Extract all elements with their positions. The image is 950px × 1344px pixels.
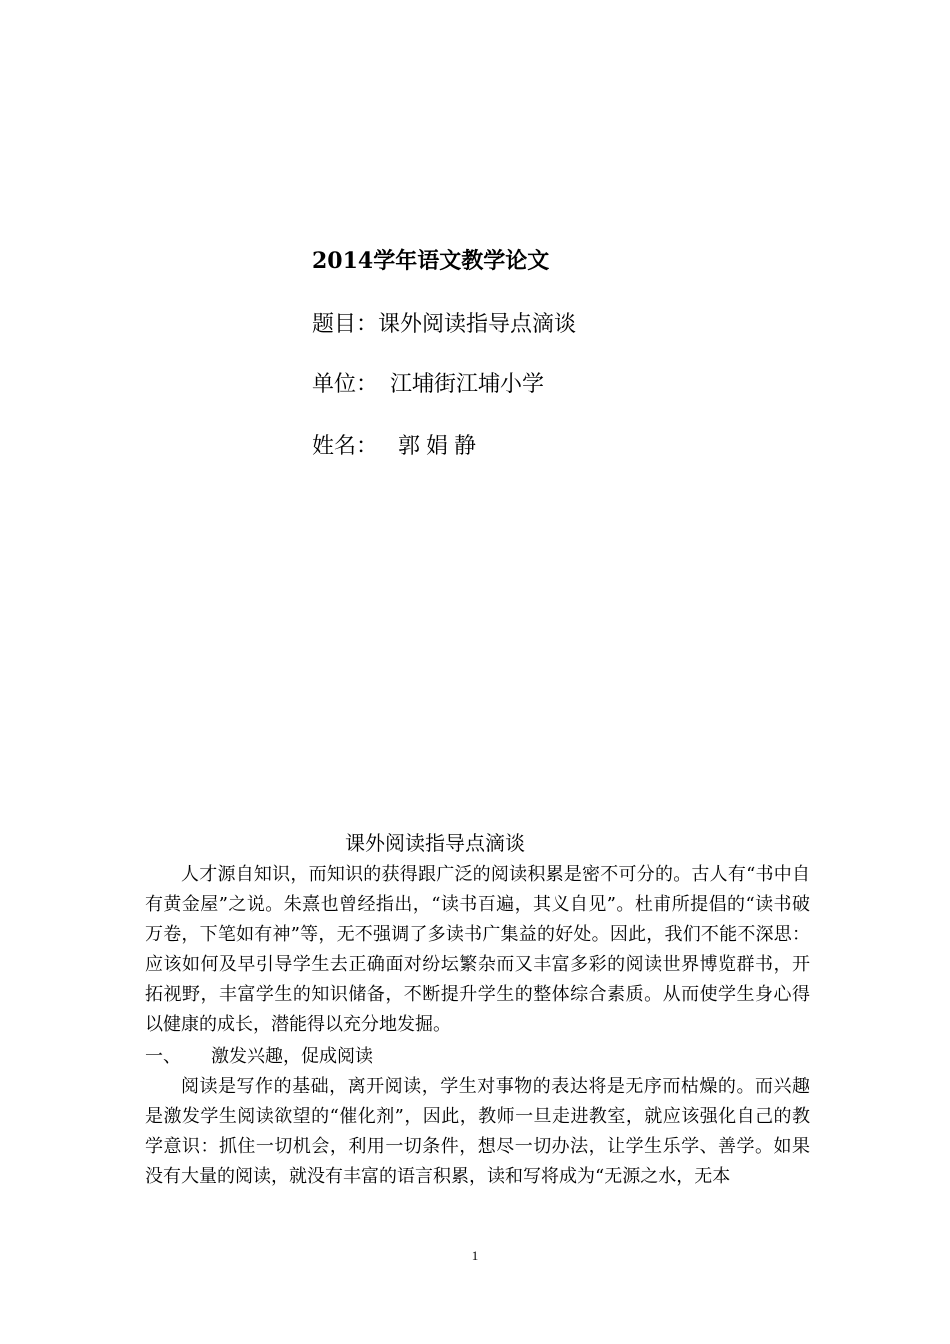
section-number: 一、 (145, 1046, 181, 1067)
cover-topic-row (312, 310, 576, 340)
section-heading (145, 1042, 810, 1072)
article-title-container (0, 828, 950, 858)
article-title: 课外阅读指导点滴谈 (345, 831, 525, 855)
topic-value: 课外阅读指导点滴谈 (378, 312, 577, 337)
intro-paragraph: 人才源自知识，而知识的获得跟广泛的阅读积累是密不可分的。古人有“书中自有黄金屋”之说。朱熹也曾经指出，“读书百遍，其义自见”。杜甫所提倡的“读书破万卷，下笔如有神”等，无不强调了多读书广集益的好处。因此，我们不能不深思：应该如何及早引导学生去正确面对纷坛繁杂而又丰富多彩的阅读世界博览群书，开拓视野，丰富学生的知识储备，不断提升学生的整体综合素质。从而使学生身心得以健康的成长，潜能得以充分地发掘。 (145, 864, 810, 1035)
section-title: 激发兴趣，促成阅读 (211, 1046, 373, 1067)
cover-title: 2014学年语文教学论文 (312, 248, 550, 274)
unit-label: 单位： (312, 372, 379, 397)
topic-label: 题目： (312, 312, 379, 337)
cover-name-row (312, 432, 482, 462)
cover-unit-row (312, 370, 544, 400)
name-label: 姓名： (312, 434, 379, 459)
author-name: 郭娟静 (398, 434, 483, 459)
unit-value: 江埔街江埔小学 (390, 372, 545, 397)
page-number: 1 (471, 1248, 479, 1263)
section-paragraph: 阅读是写作的基础，离开阅读，学生对事物的表达将是无序而枯燥的。而兴趣是激发学生阅读欲望的“催化剂”，因此，教师一旦走进教室，就应该强化自己的教学意识：抓住一切机会，利用一切条件，想尽一切办法，让学生乐学、善学。如果没有大量的阅读，就没有丰富的语言积累，读和写将成为“无源之水，无本 (145, 1076, 810, 1187)
